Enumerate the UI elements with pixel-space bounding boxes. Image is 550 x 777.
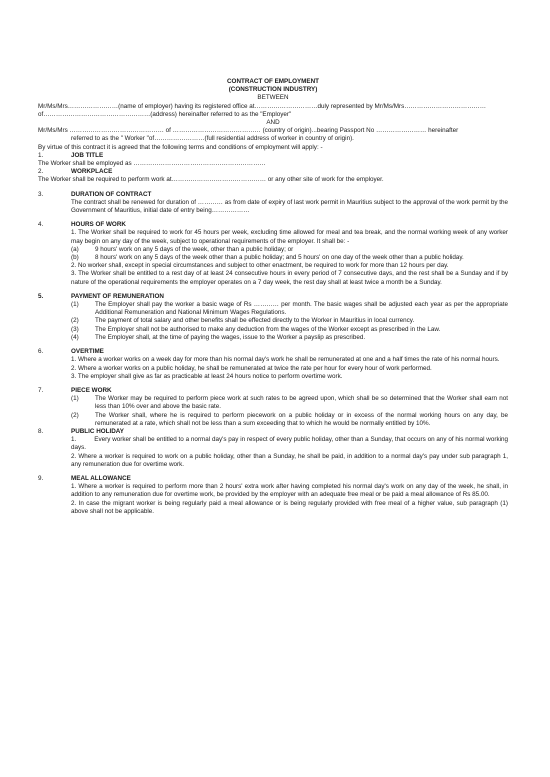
item-label: (4) <box>71 333 79 341</box>
section-title: PIECE WORK <box>71 386 112 394</box>
paragraph: 2. In case the migrant worker is being regularly paid a meal allowance or is being regularly provided with free meal of a higher value, sub paragraph (1) above shall not be applicable. <box>71 499 508 515</box>
list-item <box>38 412 508 428</box>
section-hours-of-work <box>38 221 508 287</box>
paragraph: 2. Where a worker is required to work on a public holiday, other than a Sunday, he shall be paid, in addition to a normal day's pay under sub paragraph 1, any remuneration due for overtime work. <box>71 452 508 468</box>
section-number: 8. <box>38 427 44 435</box>
document-title: CONTRACT OF EMPLOYMENT <box>227 78 319 85</box>
item-label: (1) <box>71 301 79 309</box>
and-label: AND <box>266 119 280 127</box>
list-item <box>38 254 508 262</box>
item-text: The Worker shall, where he is required to perform piecework on a public holiday or in excess of the normal working hours on any day, be remunerated at a rate, which shall not be less than a sum exceeding that to which he would be normally entitled by 10%. <box>95 411 508 427</box>
list-item <box>38 317 508 325</box>
list-item <box>38 246 508 254</box>
section-text: The Worker shall be employed as ……………………………………………………… <box>38 160 266 168</box>
virtue-line: By virtue of this contract it is agreed that the following terms and conditions of employment will apply: - <box>38 143 323 151</box>
section-title: PUBLIC HOLIDAY <box>71 427 124 435</box>
section-title: JOB TITLE <box>71 151 104 159</box>
section-number: 4. <box>38 221 44 229</box>
section-title: OVERTIME <box>71 348 104 356</box>
list-item <box>38 395 508 411</box>
worker-address-line: referred to as the " Worker "of……………………(full residential address of worker in country of origin). <box>71 135 354 143</box>
section-title: WORKPLACE <box>71 168 113 176</box>
paragraph: 1. The Worker shall be required to work for 45 hours per week, excluding time allowed for meal and tea break, and the normal working week of any worker may begin on any day of the week, subject to operational requirements of the employer. It shall be: - <box>71 229 508 245</box>
section-meal-allowance <box>38 475 508 516</box>
item-text: 9 hours' work on any 5 days of the week, other than a public holiday; or <box>95 245 294 253</box>
list-item <box>38 326 508 334</box>
section-public-holiday <box>38 428 508 469</box>
paragraph: 2. Where a worker works on a public holiday, he shall be remunerated at twice the rate per hour for every hour of work performed. <box>71 364 432 372</box>
section-workplace <box>38 168 508 184</box>
section-payment-of-remuneration <box>38 293 508 342</box>
list-item <box>38 334 508 342</box>
section-number: 9. <box>38 474 44 482</box>
item-text: The Worker may be required to perform piece work at such rates to be agreed upon, which shall be so determined that the Worker shall earn not less than 10% over and above the basic rate. <box>95 395 508 411</box>
item-text: The Employer shall not be authorised to make any deduction from the wages of the Worker except as prescribed in the Law. <box>95 325 441 333</box>
section-number: 1. <box>38 151 44 159</box>
section-number: 6. <box>38 348 44 356</box>
between-label: BETWEEN <box>257 94 289 102</box>
item-text: 8 hours' work on any 5 days of the week other than a public holiday; and 5 hours' on one day of the week other than a public holiday. <box>95 254 464 262</box>
section-piece-work <box>38 387 508 428</box>
section-overtime <box>38 348 508 381</box>
employer-line: Mr/Ms/Mrs……………………(name of employer) having its registered office at…………………………duly represented by Mr/Ms/Mrs………………………………… <box>38 102 487 110</box>
section-text: The contract shall be renewed for duration of ………… as from date of expiry of last work permit in Mauritius subject to the approval of the work permit by the Government of Mauritius, initial date of entry being……………… <box>71 198 508 215</box>
item-label: (1) <box>71 395 79 403</box>
item-text: The Employer shall pay the worker a basic wage of Rs ………… per month. The basic wages shall be adjusted each year as per the appropriate Additional Remuneration and National Minimum Wages Regulations. <box>95 301 508 317</box>
paragraph: 1. Every worker shall be entitled to a normal day's pay in respect of every public holiday, other than a Sunday, that occurs on any of his normal working days. <box>71 436 510 452</box>
document-subtitle: (CONSTRUCTION INDUSTRY) <box>228 86 318 94</box>
paragraph: 1. Where a worker is required to perform more than 2 hours' extra work after having completed his normal day's work on any day of the week, he shall, in addition to any remuneration due for overtime work, be provided by the employer with an adequate free meal or be paid a meal allowance of Rs 85.00. <box>71 483 508 499</box>
employer-address-line: of……………………………………………(address) hereinafter referred to as the "Employer" <box>38 110 292 118</box>
section-number: 2. <box>38 168 44 176</box>
item-label: (2) <box>71 411 79 419</box>
paragraph: 3. The employer shall give as far as practicable at least 24 hours notice to perform overtime work. <box>71 372 343 380</box>
item-label: (3) <box>71 325 79 333</box>
section-title: DURATION OF CONTRACT <box>71 190 152 198</box>
paragraph: 1. Where a worker works on a week day for more than his normal day's work he shall be remunerated at one and a half times the rate of his normal hours. <box>71 356 500 364</box>
item-label: (a) <box>71 245 79 253</box>
paragraph: 3. The Worker shall be entitled to a rest day of at least 24 consecutive hours in every period of 7 consecutive days, and the rest shall be a Sunday and if by nature of the operational requirements the employer operates on a 7 day week, the rest day shall at least twice a month be a Sunday. <box>71 270 508 286</box>
section-text: The Worker shall be required to perform work at……………………………………… or any other site of work for the employer. <box>38 176 384 184</box>
item-label: (b) <box>71 254 79 262</box>
worker-line: Mr/Ms/Mrs ……………………………………… of …………………………………… (country of origin)...bearing Passport No …………………… hereinafter <box>38 127 459 135</box>
section-number: 3. <box>38 190 44 198</box>
list-item <box>38 301 508 317</box>
section-number: 7. <box>38 386 44 394</box>
item-label: (2) <box>71 317 79 325</box>
paragraph: 2. No worker shall, except in special circumstances and subject to other enactment, be required to work for more than 12 hours per day. <box>71 262 449 270</box>
section-duration <box>38 191 508 216</box>
section-title: HOURS OF WORK <box>71 221 126 229</box>
section-job-title <box>38 152 508 168</box>
section-number: 5. <box>38 292 44 300</box>
section-title: PAYMENT OF REMUNERATION <box>71 292 164 300</box>
section-title: MEAL ALLOWANCE <box>71 474 131 482</box>
item-text: The payment of total salary and other benefits shall be effected directly to the Worker in Mauritius in local currency. <box>95 317 415 325</box>
item-text: The Employer shall, at the time of paying the wages, issue to the Worker a payslip as prescribed. <box>95 333 366 341</box>
